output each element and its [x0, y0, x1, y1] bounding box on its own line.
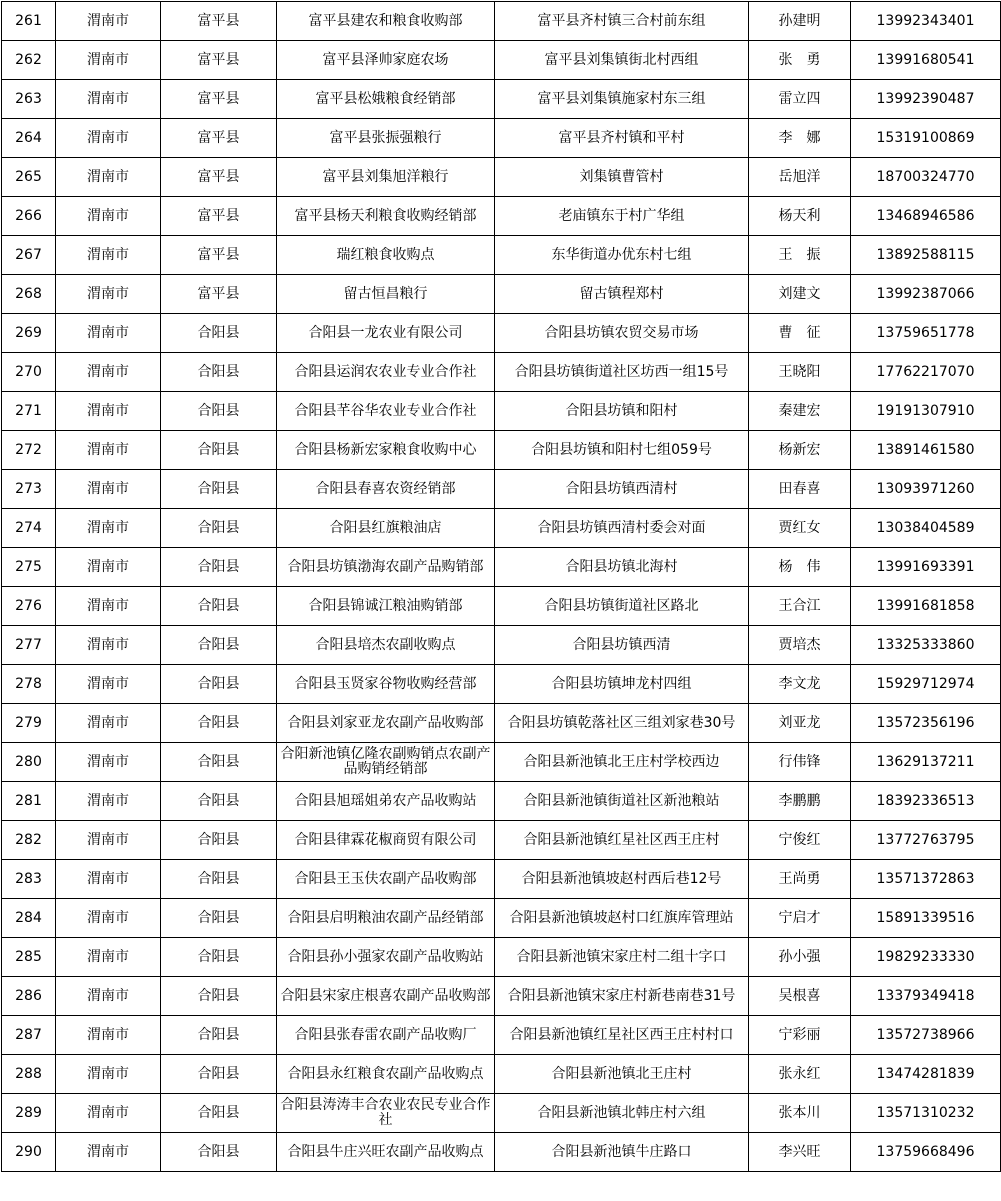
no-cell: 283: [2, 860, 56, 899]
name-cell: 合阳县坊镇渤海农副产品购销部: [277, 548, 495, 587]
phone-cell: 19829233330: [851, 938, 1001, 977]
city-cell: 渭南市: [56, 665, 161, 704]
name-cell: 合阳县芊谷华农业专业合作社: [277, 392, 495, 431]
table-row: [2, 236, 1001, 275]
phone-cell: 13572738966: [851, 1016, 1001, 1055]
phone-cell: 13379349418: [851, 977, 1001, 1016]
address-cell: 合阳县新池镇牛庄路口: [495, 1133, 749, 1172]
contact-cell: 宁彩丽: [749, 1016, 851, 1055]
table-row: [2, 275, 1001, 314]
table-row: [2, 665, 1001, 704]
contact-cell: 岳旭洋: [749, 158, 851, 197]
table-row: [2, 899, 1001, 938]
address-cell: 合阳县新池镇宋家庄村新巷南巷31号: [495, 977, 749, 1016]
county-cell: 合阳县: [161, 1094, 277, 1133]
registry-table: [1, 1, 1001, 1172]
contact-cell: 王晓阳: [749, 353, 851, 392]
table-row: [2, 314, 1001, 353]
name-cell: 合阳县永红粮食农副产品收购点: [277, 1055, 495, 1094]
county-cell: 合阳县: [161, 704, 277, 743]
address-cell: 合阳县坊镇坤龙村四组: [495, 665, 749, 704]
contact-cell: 田春喜: [749, 470, 851, 509]
phone-cell: 13571310232: [851, 1094, 1001, 1133]
name-cell: 合阳县牛庄兴旺农副产品收购点: [277, 1133, 495, 1172]
county-cell: 富平县: [161, 41, 277, 80]
county-cell: 合阳县: [161, 665, 277, 704]
table-row: [2, 1094, 1001, 1133]
city-cell: 渭南市: [56, 158, 161, 197]
city-cell: 渭南市: [56, 587, 161, 626]
no-cell: 280: [2, 743, 56, 782]
address-cell: 合阳县新池镇红星社区西王庄村: [495, 821, 749, 860]
table-row: [2, 41, 1001, 80]
contact-cell: 王合江: [749, 587, 851, 626]
name-cell: 合阳县培杰农副收购点: [277, 626, 495, 665]
county-cell: 富平县: [161, 197, 277, 236]
name-cell: 富平县建农和粮食收购部: [277, 2, 495, 41]
address-cell: 合阳县新池镇街道社区新池粮站: [495, 782, 749, 821]
name-cell: 合阳县刘家亚龙农副产品收购部: [277, 704, 495, 743]
phone-cell: 18392336513: [851, 782, 1001, 821]
county-cell: 合阳县: [161, 938, 277, 977]
table-row: [2, 626, 1001, 665]
address-cell: 合阳县坊镇和阳村: [495, 392, 749, 431]
no-cell: 263: [2, 80, 56, 119]
name-cell: 富平县张振强粮行: [277, 119, 495, 158]
city-cell: 渭南市: [56, 2, 161, 41]
address-cell: 富平县刘集镇施家村东三组: [495, 80, 749, 119]
contact-cell: 刘亚龙: [749, 704, 851, 743]
table-row: [2, 1055, 1001, 1094]
county-cell: 富平县: [161, 275, 277, 314]
no-cell: 271: [2, 392, 56, 431]
no-cell: 265: [2, 158, 56, 197]
phone-cell: 17762217070: [851, 353, 1001, 392]
address-cell: 合阳县新池镇宋家庄村二组十字口: [495, 938, 749, 977]
county-cell: 合阳县: [161, 470, 277, 509]
contact-cell: 贾培杰: [749, 626, 851, 665]
name-cell: 合阳县一龙农业有限公司: [277, 314, 495, 353]
address-cell: 合阳县坊镇街道社区坊西一组15号: [495, 353, 749, 392]
phone-cell: 13891461580: [851, 431, 1001, 470]
table-row: [2, 938, 1001, 977]
phone-cell: 13992390487: [851, 80, 1001, 119]
city-cell: 渭南市: [56, 314, 161, 353]
address-cell: 合阳县新池镇红星社区西王庄村村口: [495, 1016, 749, 1055]
city-cell: 渭南市: [56, 509, 161, 548]
phone-cell: 13571372863: [851, 860, 1001, 899]
no-cell: 261: [2, 2, 56, 41]
phone-cell: 13325333860: [851, 626, 1001, 665]
phone-cell: 19191307910: [851, 392, 1001, 431]
county-cell: 富平县: [161, 2, 277, 41]
phone-cell: 15319100869: [851, 119, 1001, 158]
city-cell: 渭南市: [56, 431, 161, 470]
address-cell: 刘集镇曹管村: [495, 158, 749, 197]
phone-cell: 13992387066: [851, 275, 1001, 314]
no-cell: 288: [2, 1055, 56, 1094]
address-cell: 合阳县新池镇北王庄村学校西边: [495, 743, 749, 782]
no-cell: 286: [2, 977, 56, 1016]
phone-cell: 13892588115: [851, 236, 1001, 275]
contact-cell: 秦建宏: [749, 392, 851, 431]
city-cell: 渭南市: [56, 119, 161, 158]
no-cell: 282: [2, 821, 56, 860]
county-cell: 富平县: [161, 236, 277, 275]
no-cell: 279: [2, 704, 56, 743]
address-cell: 合阳县坊镇西清村: [495, 470, 749, 509]
table-row: [2, 80, 1001, 119]
table-row: [2, 119, 1001, 158]
table-row: [2, 548, 1001, 587]
no-cell: 272: [2, 431, 56, 470]
contact-cell: 宁俊红: [749, 821, 851, 860]
city-cell: 渭南市: [56, 80, 161, 119]
county-cell: 合阳县: [161, 1133, 277, 1172]
table-row: [2, 587, 1001, 626]
address-cell: 合阳县坊镇街道社区路北: [495, 587, 749, 626]
phone-cell: 13468946586: [851, 197, 1001, 236]
phone-cell: 13759668496: [851, 1133, 1001, 1172]
county-cell: 富平县: [161, 158, 277, 197]
contact-cell: 行伟锋: [749, 743, 851, 782]
county-cell: 富平县: [161, 80, 277, 119]
name-cell: 合阳县宋家庄根喜农副产品收购部: [277, 977, 495, 1016]
county-cell: 合阳县: [161, 314, 277, 353]
name-cell: 富平县松娥粮食经销部: [277, 80, 495, 119]
county-cell: 合阳县: [161, 860, 277, 899]
city-cell: 渭南市: [56, 860, 161, 899]
table-row: [2, 743, 1001, 782]
county-cell: 合阳县: [161, 782, 277, 821]
table-row: [2, 392, 1001, 431]
no-cell: 285: [2, 938, 56, 977]
name-cell: 合阳县王玉伕农副产品收购部: [277, 860, 495, 899]
city-cell: 渭南市: [56, 743, 161, 782]
name-cell: 合阳县张春雷农副产品收购厂: [277, 1016, 495, 1055]
name-cell: 合阳县运润农农业专业合作社: [277, 353, 495, 392]
county-cell: 富平县: [161, 119, 277, 158]
phone-cell: 15929712974: [851, 665, 1001, 704]
no-cell: 268: [2, 275, 56, 314]
county-cell: 合阳县: [161, 1055, 277, 1094]
address-cell: 合阳县新池镇北王庄村: [495, 1055, 749, 1094]
no-cell: 264: [2, 119, 56, 158]
phone-cell: 13629137211: [851, 743, 1001, 782]
table-row: [2, 782, 1001, 821]
no-cell: 284: [2, 899, 56, 938]
city-cell: 渭南市: [56, 899, 161, 938]
city-cell: 渭南市: [56, 977, 161, 1016]
contact-cell: 王振: [749, 236, 851, 275]
no-cell: 262: [2, 41, 56, 80]
address-cell: 合阳县坊镇乾落社区三组刘家巷30号: [495, 704, 749, 743]
address-cell: 富平县刘集镇街北村西组: [495, 41, 749, 80]
name-cell: 合阳新池镇亿隆农副购销点农副产品购销经销部: [277, 743, 495, 782]
county-cell: 合阳县: [161, 743, 277, 782]
name-cell: 合阳县启明粮油农副产品经销部: [277, 899, 495, 938]
no-cell: 266: [2, 197, 56, 236]
no-cell: 270: [2, 353, 56, 392]
county-cell: 合阳县: [161, 509, 277, 548]
no-cell: 274: [2, 509, 56, 548]
phone-cell: 13759651778: [851, 314, 1001, 353]
city-cell: 渭南市: [56, 938, 161, 977]
phone-cell: 15891339516: [851, 899, 1001, 938]
table-row: [2, 158, 1001, 197]
address-cell: 留古镇程郑村: [495, 275, 749, 314]
county-cell: 合阳县: [161, 431, 277, 470]
no-cell: 269: [2, 314, 56, 353]
city-cell: 渭南市: [56, 821, 161, 860]
contact-cell: 贾红女: [749, 509, 851, 548]
name-cell: 合阳县玉贤家谷物收购经营部: [277, 665, 495, 704]
address-cell: 老庙镇东于村广华组: [495, 197, 749, 236]
contact-cell: 李鹏鹏: [749, 782, 851, 821]
city-cell: 渭南市: [56, 236, 161, 275]
table-row: [2, 860, 1001, 899]
address-cell: 合阳县坊镇西清村委会对面: [495, 509, 749, 548]
city-cell: 渭南市: [56, 275, 161, 314]
city-cell: 渭南市: [56, 353, 161, 392]
table-row: [2, 353, 1001, 392]
city-cell: 渭南市: [56, 41, 161, 80]
table-row: [2, 470, 1001, 509]
contact-cell: 雷立四: [749, 80, 851, 119]
address-cell: 合阳县坊镇和阳村七组059号: [495, 431, 749, 470]
contact-cell: 孙建明: [749, 2, 851, 41]
address-cell: 富平县齐村镇三合村前东组: [495, 2, 749, 41]
phone-cell: 13474281839: [851, 1055, 1001, 1094]
name-cell: 合阳县杨新宏家粮食收购中心: [277, 431, 495, 470]
phone-cell: 13038404589: [851, 509, 1001, 548]
address-cell: 合阳县新池镇坡赵村口红旗库管理站: [495, 899, 749, 938]
phone-cell: 13572356196: [851, 704, 1001, 743]
name-cell: 合阳县春喜农资经销部: [277, 470, 495, 509]
city-cell: 渭南市: [56, 782, 161, 821]
no-cell: 273: [2, 470, 56, 509]
name-cell: 合阳县涛涛丰合农业农民专业合作社: [277, 1094, 495, 1133]
no-cell: 276: [2, 587, 56, 626]
county-cell: 合阳县: [161, 353, 277, 392]
city-cell: 渭南市: [56, 1094, 161, 1133]
city-cell: 渭南市: [56, 197, 161, 236]
phone-cell: 13991681858: [851, 587, 1001, 626]
contact-cell: 张永红: [749, 1055, 851, 1094]
no-cell: 287: [2, 1016, 56, 1055]
name-cell: 合阳县旭瑶姐弟农产品收购站: [277, 782, 495, 821]
table-row: [2, 1016, 1001, 1055]
table-row: [2, 821, 1001, 860]
no-cell: 289: [2, 1094, 56, 1133]
name-cell: 合阳县孙小强家农副产品收购站: [277, 938, 495, 977]
no-cell: 281: [2, 782, 56, 821]
address-cell: 合阳县新池镇北韩庄村六组: [495, 1094, 749, 1133]
county-cell: 合阳县: [161, 392, 277, 431]
city-cell: 渭南市: [56, 1133, 161, 1172]
county-cell: 合阳县: [161, 977, 277, 1016]
contact-cell: 杨新宏: [749, 431, 851, 470]
name-cell: 合阳县律霖花椒商贸有限公司: [277, 821, 495, 860]
contact-cell: 张勇: [749, 41, 851, 80]
table-row: [2, 1133, 1001, 1172]
address-cell: 合阳县坊镇北海村: [495, 548, 749, 587]
contact-cell: 王尚勇: [749, 860, 851, 899]
phone-cell: 13772763795: [851, 821, 1001, 860]
county-cell: 合阳县: [161, 587, 277, 626]
address-cell: 合阳县新池镇坡赵村西后巷12号: [495, 860, 749, 899]
no-cell: 275: [2, 548, 56, 587]
contact-cell: 杨伟: [749, 548, 851, 587]
no-cell: 267: [2, 236, 56, 275]
contact-cell: 刘建文: [749, 275, 851, 314]
address-cell: 富平县齐村镇和平村: [495, 119, 749, 158]
name-cell: 瑞红粮食收购点: [277, 236, 495, 275]
phone-cell: 18700324770: [851, 158, 1001, 197]
table-row: [2, 197, 1001, 236]
city-cell: 渭南市: [56, 548, 161, 587]
contact-cell: 张本川: [749, 1094, 851, 1133]
address-cell: 合阳县坊镇农贸交易市场: [495, 314, 749, 353]
no-cell: 290: [2, 1133, 56, 1172]
table-row: [2, 431, 1001, 470]
city-cell: 渭南市: [56, 626, 161, 665]
name-cell: 富平县泽帅家庭农场: [277, 41, 495, 80]
city-cell: 渭南市: [56, 470, 161, 509]
contact-cell: 李文龙: [749, 665, 851, 704]
county-cell: 合阳县: [161, 1016, 277, 1055]
contact-cell: 吴根喜: [749, 977, 851, 1016]
name-cell: 富平县刘集旭洋粮行: [277, 158, 495, 197]
phone-cell: 13991693391: [851, 548, 1001, 587]
table-row: [2, 977, 1001, 1016]
contact-cell: 孙小强: [749, 938, 851, 977]
no-cell: 277: [2, 626, 56, 665]
county-cell: 合阳县: [161, 899, 277, 938]
phone-cell: 13992343401: [851, 2, 1001, 41]
contact-cell: 曹征: [749, 314, 851, 353]
county-cell: 合阳县: [161, 821, 277, 860]
phone-cell: 13093971260: [851, 470, 1001, 509]
address-cell: 东华街道办优东村七组: [495, 236, 749, 275]
name-cell: 富平县杨天利粮食收购经销部: [277, 197, 495, 236]
city-cell: 渭南市: [56, 1016, 161, 1055]
county-cell: 合阳县: [161, 548, 277, 587]
table-row: [2, 2, 1001, 41]
address-cell: 合阳县坊镇西清: [495, 626, 749, 665]
name-cell: 合阳县红旗粮油店: [277, 509, 495, 548]
table-body: [2, 2, 1001, 1172]
city-cell: 渭南市: [56, 1055, 161, 1094]
name-cell: 合阳县锦诚江粮油购销部: [277, 587, 495, 626]
contact-cell: 杨天利: [749, 197, 851, 236]
no-cell: 278: [2, 665, 56, 704]
table-row: [2, 509, 1001, 548]
city-cell: 渭南市: [56, 704, 161, 743]
phone-cell: 13991680541: [851, 41, 1001, 80]
contact-cell: 李兴旺: [749, 1133, 851, 1172]
name-cell: 留古恒昌粮行: [277, 275, 495, 314]
city-cell: 渭南市: [56, 392, 161, 431]
contact-cell: 李娜: [749, 119, 851, 158]
contact-cell: 宁启才: [749, 899, 851, 938]
table-row: [2, 704, 1001, 743]
county-cell: 合阳县: [161, 626, 277, 665]
